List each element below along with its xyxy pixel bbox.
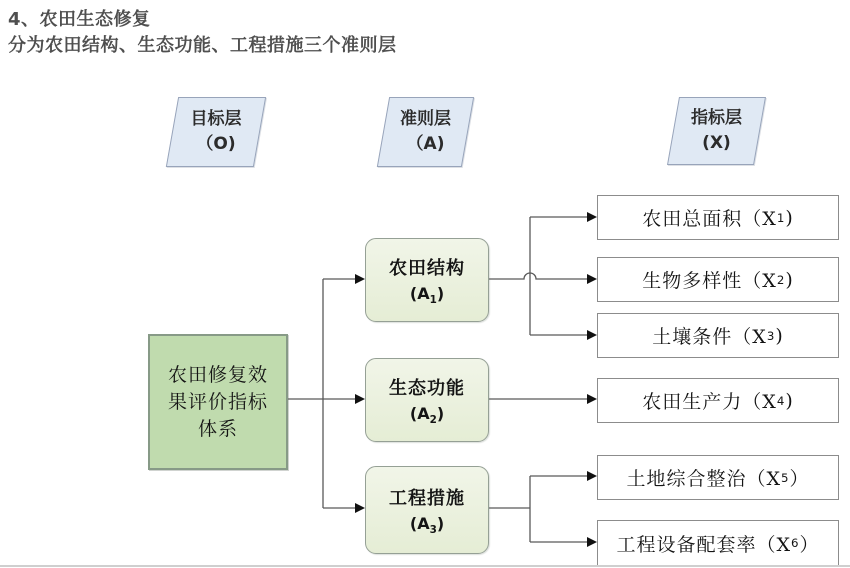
criteria-code-sub: 1: [429, 294, 437, 307]
layer-header-criteria: [383, 97, 468, 167]
indicator-code-pre: （X: [732, 326, 767, 348]
indicator-node-x6: [597, 520, 839, 566]
criteria-title: 农田结构: [389, 257, 465, 279]
indicator-code-post: ): [785, 206, 794, 229]
indicator-code-sub: 4: [776, 393, 786, 408]
indicator-code-pre: （X: [746, 468, 782, 490]
indicator-node-x4: [597, 378, 839, 423]
criteria-code-pre: (A: [409, 513, 430, 533]
criteria-code-pre: (A: [409, 403, 430, 423]
indicator-node-x5: [597, 455, 839, 500]
goal-node: [148, 334, 288, 470]
criteria-code-pre: (A: [409, 283, 430, 303]
criteria-title: 生态功能: [389, 377, 465, 399]
indicator-code-sub: 5: [781, 470, 790, 485]
indicator-name: 土地综合整治: [626, 468, 747, 490]
indicator-node-x3: [597, 313, 839, 358]
criteria-code-sub: 3: [429, 524, 437, 537]
criteria-title: 工程措施: [389, 487, 465, 509]
indicator-name: 土壤条件: [652, 326, 733, 348]
indicator-code-post: ): [775, 324, 784, 347]
indicator-code-sub: 1: [776, 210, 786, 225]
criteria-node-a2: [365, 358, 489, 442]
criteria-node-a3: [365, 466, 489, 554]
indicator-node-x2: [597, 257, 839, 302]
criteria-node-a1: [365, 238, 489, 322]
goal-line: 果评价指标: [167, 390, 268, 413]
indicator-code-pre: （X: [742, 391, 777, 413]
layer-header-goal: [172, 97, 260, 167]
criteria-code-sub: 2: [429, 414, 437, 427]
indicator-name: 生物多样性: [642, 270, 743, 292]
page-title: 4、农田生态修复: [8, 9, 151, 30]
goal-line: 体系: [197, 417, 238, 440]
layer-code: (X): [702, 133, 731, 153]
indicator-code-post: ）: [799, 533, 820, 556]
layer-header-indicator: [673, 97, 760, 165]
indicator-code-sub: 2: [776, 272, 786, 287]
indicator-code-post: ): [785, 389, 794, 412]
window-bottom-edge: [0, 565, 850, 567]
criteria-code: [410, 284, 444, 306]
layer-label: 准则层: [400, 108, 451, 129]
indicator-code-pre: （X: [742, 270, 777, 292]
goal-line: 农田修复效: [167, 363, 268, 386]
indicator-code-pre: （X: [742, 208, 777, 230]
layer-label: 指标层: [691, 107, 742, 128]
layer-code: （O): [196, 134, 236, 154]
indicator-code-post: ）: [789, 468, 810, 490]
layer-code: （A): [406, 134, 445, 154]
indicator-code-sub: 6: [791, 536, 800, 550]
criteria-code: [410, 404, 444, 426]
indicator-code-post: ): [785, 268, 794, 291]
indicator-name: 农田生产力: [642, 391, 743, 413]
criteria-code-post: ): [436, 513, 445, 533]
indicator-name: 农田总面积: [642, 208, 743, 230]
indicator-code-pre: （X: [756, 533, 792, 556]
layer-label: 目标层: [190, 108, 242, 129]
indicator-code-sub: 3: [766, 328, 776, 343]
criteria-code-post: ): [436, 403, 445, 423]
criteria-code-post: ): [436, 283, 445, 303]
indicator-node-x1: [597, 195, 839, 240]
criteria-code: [410, 514, 444, 536]
page-subtitle: 分为农田结构、生态功能、工程措施三个准则层: [8, 35, 397, 56]
indicator-name: 工程设备配套率: [616, 533, 757, 556]
